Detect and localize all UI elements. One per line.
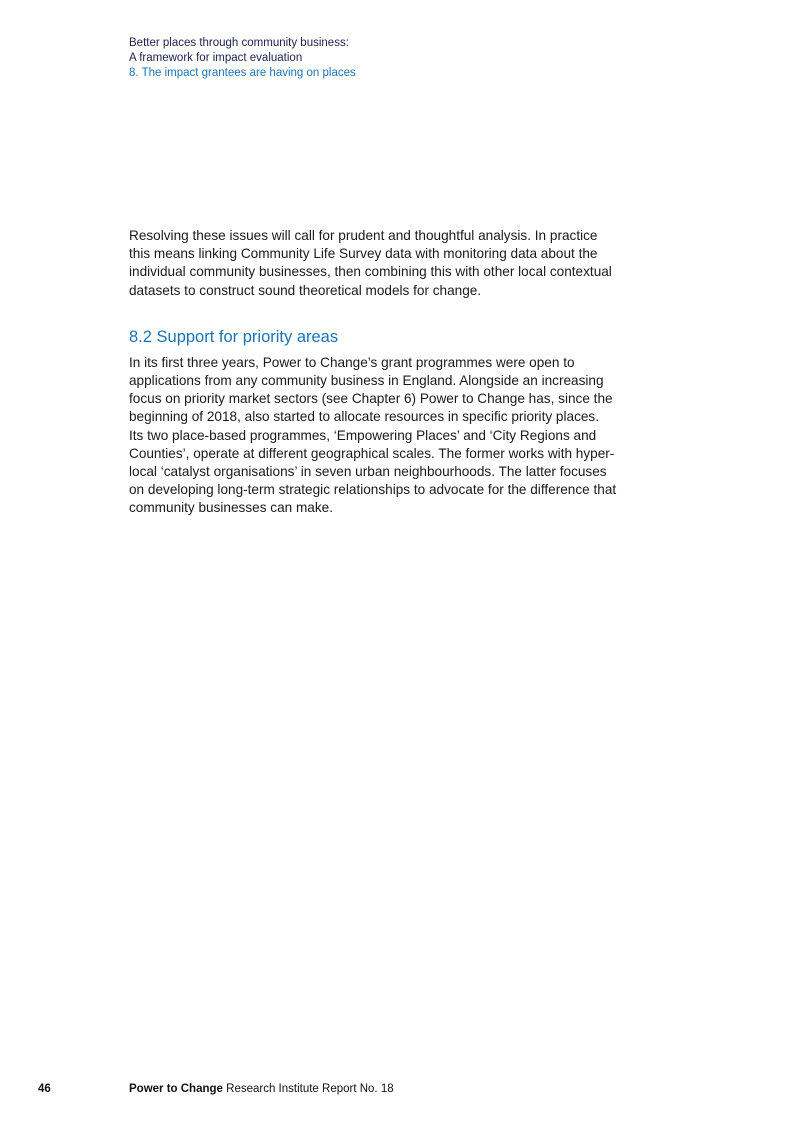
section-heading: 8.2 Support for priority areas: [129, 327, 339, 346]
running-header: [129, 36, 356, 81]
header-document-title: Better places through community business:: [129, 37, 349, 49]
header-document-subtitle: A framework for impact evaluation: [129, 52, 303, 64]
body-paragraph-2: In its first three years, Power to Change’s grant programmes were open to applications from any community business in England. Alongside an increasing focus on priority market sectors (see Chapter 6) Power to Change has, since the beginning of 2018, also started to allocate resources in specific priority places. Its two place-based programmes, ‘Empowering Places’ and ‘City Regions and Counties’, operate at different geographical scales. The former works with hyper- local ‘catalyst organisations’ in seven urban neighbourhoods. The latter focuses on developing long-term strategic relationships to advocate for the difference that community businesses can make.: [129, 354, 617, 516]
header-chapter-title: 8. The impact grantees are having on places: [129, 67, 356, 79]
footer-brand: Power to Change: [129, 1083, 223, 1095]
footer-report-name: Research Institute Report No. 18: [222, 1083, 394, 1095]
main-content: [129, 227, 649, 518]
body-paragraph-1: Resolving these issues will call for prudent and thoughtful analysis. In practice this means linking Community Life Survey data with monitoring data about the individual community businesses, then combining this with other local contextual datasets to construct sound theoretical models for change.: [129, 228, 612, 298]
footer-report-title: [129, 1082, 394, 1097]
page-number: 46: [38, 1083, 51, 1095]
